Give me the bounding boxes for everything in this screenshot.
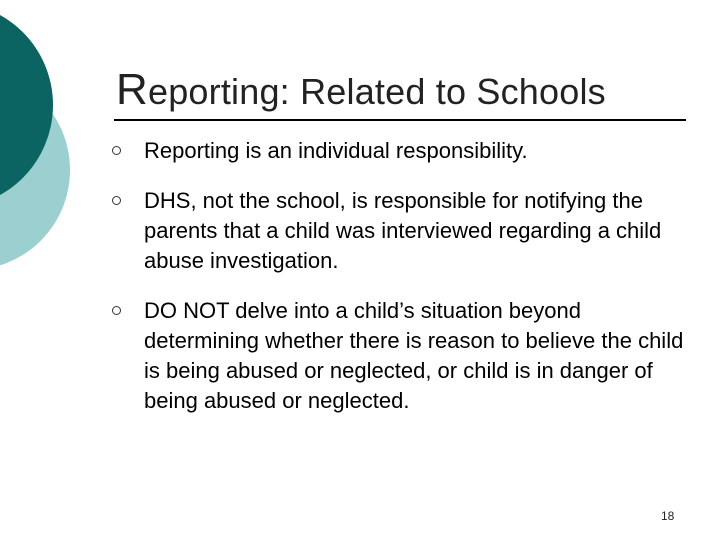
title-text: eporting: Related to Schools [147,71,606,112]
hollow-circle-bullet-icon [112,196,121,205]
bullet-item [112,296,702,416]
hollow-circle-bullet-icon [112,306,121,315]
bullet-list [112,136,702,416]
bullet-item [112,136,702,166]
title-underline [114,119,686,121]
decorative-circles [0,0,80,300]
bullet-item [112,186,702,276]
bullet-text: Reporting is an individual responsibility. [144,138,528,163]
page-number: 18 [661,509,675,523]
bullet-text: DHS, not the school, is responsible for notifying the parents that a child was interviewed regarding a child abuse investigation. [144,188,662,273]
hollow-circle-bullet-icon [112,146,121,155]
title-initial: R [116,65,148,114]
slide-title [116,65,606,114]
bullet-text: DO NOT delve into a child’s situation beyond determining whether there is reason to believe the child is being abused or neglected, or child is in danger of being abused or neglected. [144,298,684,413]
